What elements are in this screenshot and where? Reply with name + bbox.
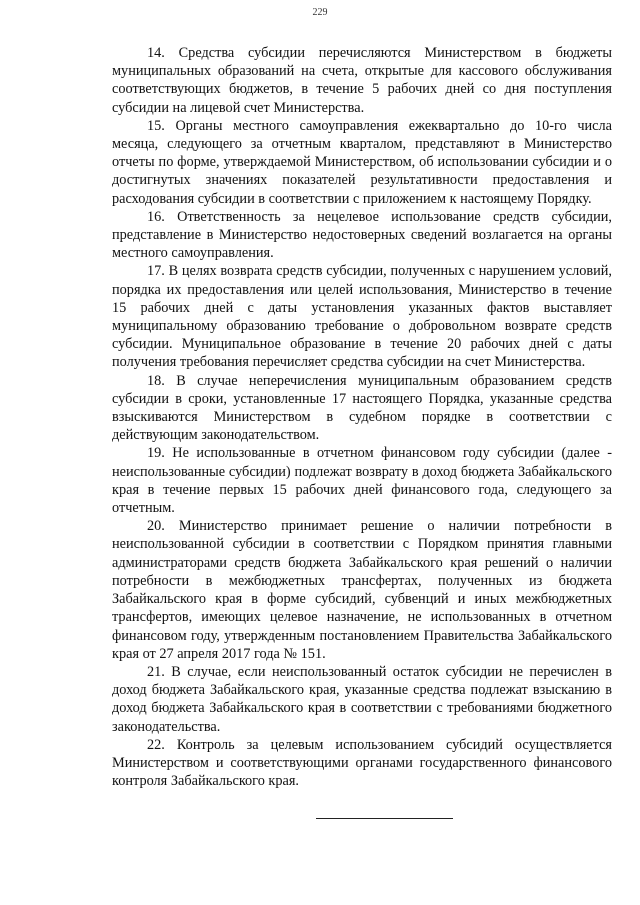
paragraph-15: 15. Органы местного самоуправления ежеквартально до 10-го числа месяца, следующего за отчетным кварталом, представляют в Министерство отчеты по форме, утверждаемой Министерством, об использовании субсидии и о достигнутых значениях показателей результативности предоставления и расходования субсидии в соответствии с приложением к настоящему Порядку. xyxy=(112,117,612,207)
paragraph-18: 18. В случае неперечисления муниципальным образованием средств субсидии в сроки, установленные 17 настоящего Порядка, указанные средства взыскиваются Министерством в судебном порядке в соответствии с действующим законодательством. xyxy=(112,372,612,444)
document-body xyxy=(112,44,612,790)
paragraph-19: 19. Не использованные в отчетном финансовом году субсидии (далее - неиспользованные субсидии) подлежат возврату в доход бюджета Забайкальского края в течение первых 15 рабочих дней финансового года, следующего за отчетным. xyxy=(112,445,612,517)
page-number: 229 xyxy=(312,7,328,18)
paragraph-20: 20. Министерство принимает решение о наличии потребности в неиспользованной субсидии в соответствии с Порядком принятия главными администраторами средств бюджета Забайкальского края решений о наличии потребности в межбюджетных трансфертах, полученных из бюджета Забайкальского края в форме субсидий, субвенций и иных межбюджетных трансфертов, имеющих целевое назначение, не использованных в отчетном финансовом году, утвержденным постановлением Правительства Забайкальского края от 27 апреля 2017 года № 151. xyxy=(112,518,612,662)
paragraph-21: 21. В случае, если неиспользованный остаток субсидии не перечислен в доход бюджета Забайкальского края, указанные средства подлежат взысканию в доход бюджета Забайкальского края в соответствии с требованиями бюджетного законодательства. xyxy=(112,663,612,735)
paragraph-16: 16. Ответственность за нецелевое использование средств субсидии, представление в Министерство недостоверных сведений возлагается на органы местного самоуправления. xyxy=(112,208,612,262)
end-divider xyxy=(316,818,453,819)
paragraph-22: 22. Контроль за целевым использованием субсидий осуществляется Министерством и соответствующими органами государственного финансового контроля Забайкальского края. xyxy=(112,736,612,790)
paragraph-14: 14. Средства субсидии перечисляются Министерством в бюджеты муниципальных образований на счета, открытые для кассового обслуживания соответствующих бюджетов, в течение 5 рабочих дней со дня поступления субсидии на лицевой счет Министерства. xyxy=(112,45,612,116)
paragraph-17: 17. В целях возврата средств субсидии, полученных с нарушением условий, порядка их предоставления или целей использования, Министерство в течение 15 рабочих дней с даты установления указанных фактов выставляет муниципальному образованию требование о добровольном возврате средств субсидии. Муниципальное образование в течение 20 рабочих дней с даты получения требования перечисляет средства субсидии на счет Министерства. xyxy=(112,263,612,371)
